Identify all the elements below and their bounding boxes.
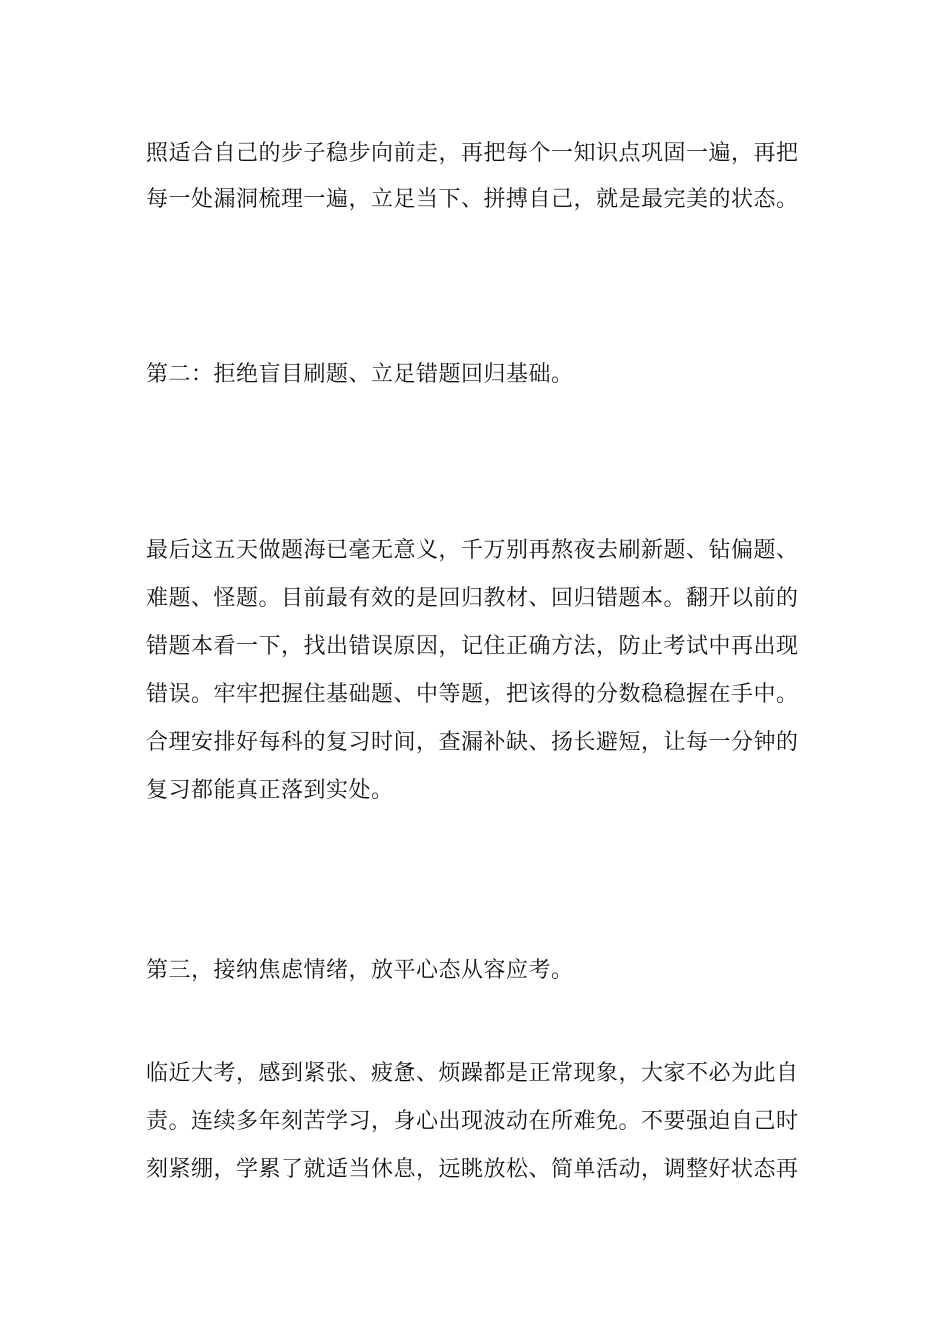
paragraph-3-line-1: 临近大考，感到紧张、疲惫、烦躁都是正常现象，大家不必为此自	[146, 1061, 799, 1086]
paragraph-3-line-2: 责。连续多年刻苦学习，身心出现波动在所难免。不要强迫自己时	[146, 1109, 799, 1134]
paragraph-2-line-2: 难题、怪题。目前最有效的是回归教材、回归错题本。翻开以前的	[146, 586, 799, 611]
paragraph-3-line-3: 刻紧绷，学累了就适当休息，远眺放松、简单活动，调整好状态再	[146, 1157, 799, 1182]
paragraph-2-line-1: 最后这五天做题海已毫无意义，千万别再熬夜去刷新题、钻偏题、	[146, 538, 799, 563]
paragraph-2-line-4: 错误。牢牢把握住基础题、中等题，把该得的分数稳稳握在手中。	[146, 682, 799, 707]
paragraph-2-line-6: 复习都能真正落到实处。	[146, 778, 394, 803]
paragraph-1-line-1: 照适合自己的步子稳步向前走，再把每个一知识点巩固一遍，再把	[146, 141, 799, 166]
section-heading-3: 第三，接纳焦虑情绪，放平心态从容应考。	[146, 958, 574, 983]
paragraph-1-line-2: 每一处漏洞梳理一遍，立足当下、拼搏自己，就是最完美的状态。	[146, 187, 799, 212]
paragraph-2-line-3: 错题本看一下，找出错误原因，记住正确方法，防止考试中再出现	[146, 634, 799, 659]
section-heading-2: 第二：拒绝盲目刷题、立足错题回归基础。	[146, 362, 574, 387]
paragraph-2-line-5: 合理安排好每科的复习时间，查漏补缺、扬长避短，让每一分钟的	[146, 730, 799, 755]
